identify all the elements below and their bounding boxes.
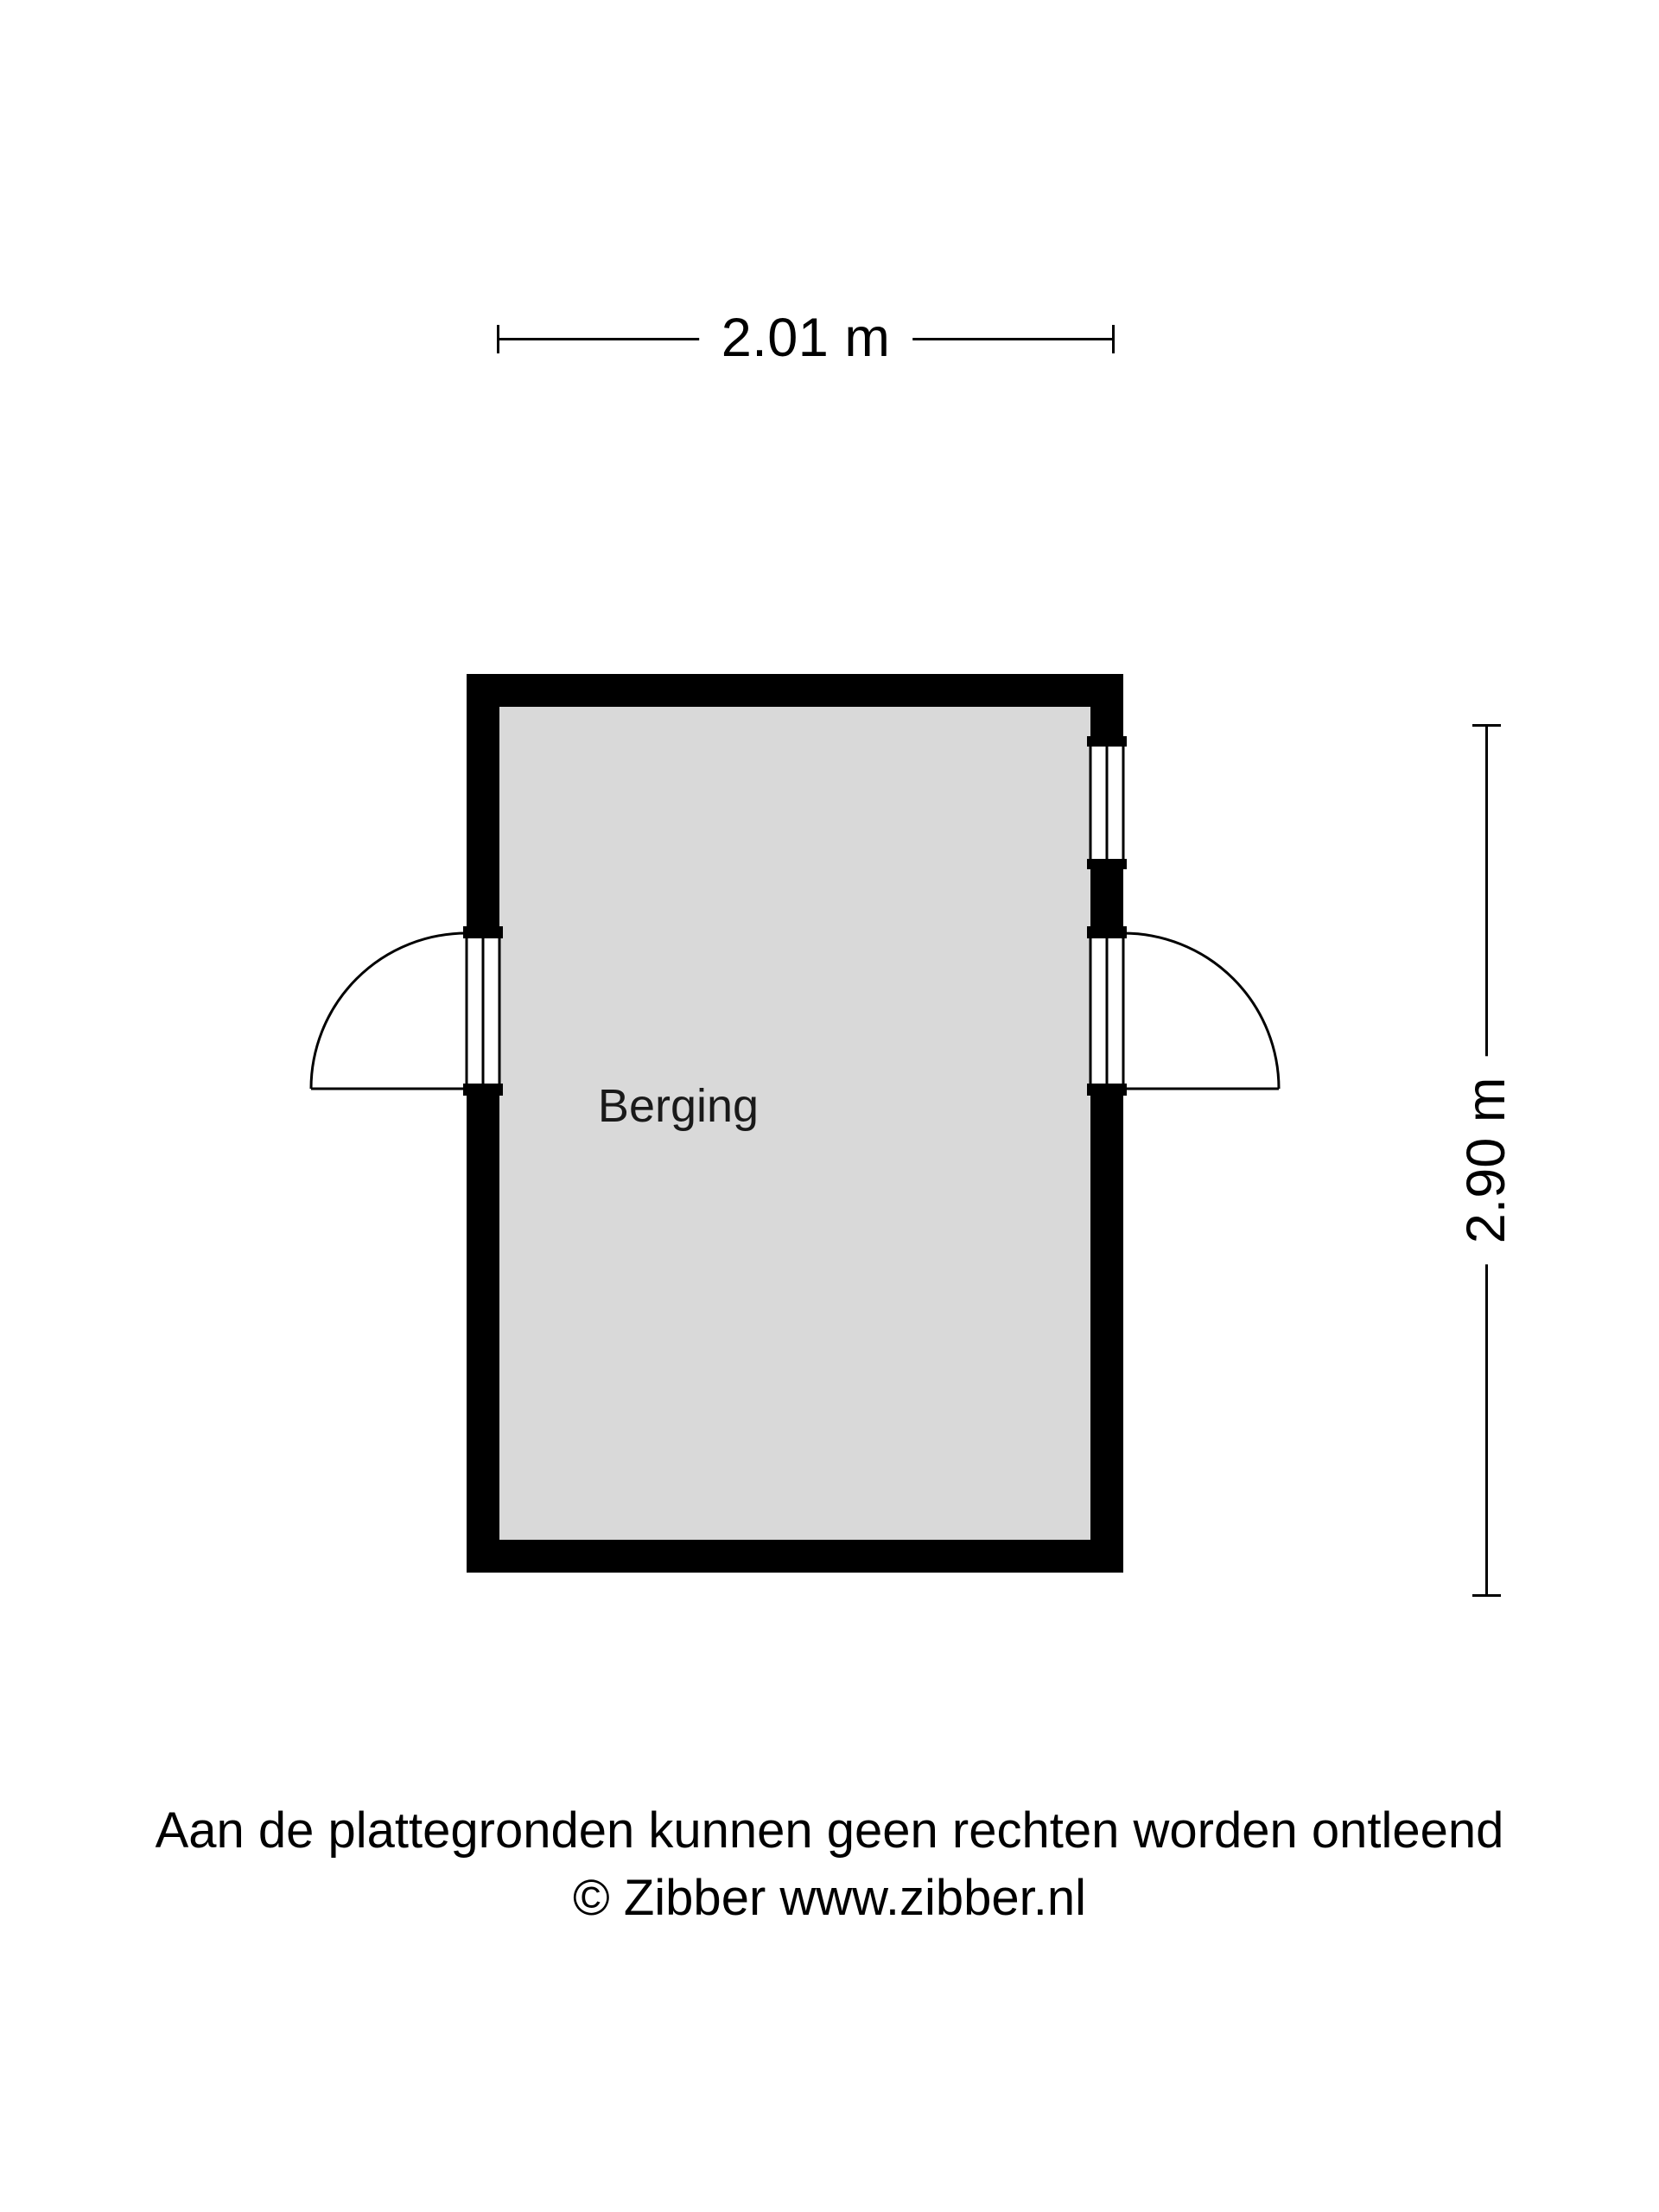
door-leaf-west bbox=[467, 933, 499, 1089]
dimension-tick-left bbox=[497, 325, 499, 353]
width-dimension-label: 2.01 m bbox=[699, 298, 913, 378]
copyright-text: © Zibber www.zibber.nl bbox=[573, 1870, 1086, 1926]
room-label: Berging bbox=[597, 1080, 760, 1132]
dimension-tick-top bbox=[1472, 724, 1501, 727]
disclaimer-text: Aan de plattegronden kunnen geen rechten worden ontleend bbox=[155, 1802, 1504, 1859]
height-dimension bbox=[1447, 724, 1525, 1597]
door-jamb-west-top bbox=[463, 926, 503, 938]
dimension-tick-bottom bbox=[1472, 1594, 1501, 1597]
door-swing-west bbox=[311, 933, 467, 1089]
dimension-tick-right bbox=[1112, 325, 1115, 353]
footer bbox=[0, 1797, 1659, 1932]
floor-plan bbox=[259, 674, 1400, 1650]
door-jamb-east-bottom bbox=[1087, 1084, 1127, 1096]
door-swing-east bbox=[1123, 933, 1279, 1089]
height-dimension-label: 2.90 m bbox=[1446, 1057, 1526, 1265]
width-dimension bbox=[497, 298, 1115, 367]
door-jamb-east-top bbox=[1087, 926, 1127, 938]
window-east bbox=[1087, 736, 1127, 869]
door-leaf-east bbox=[1090, 933, 1123, 1089]
